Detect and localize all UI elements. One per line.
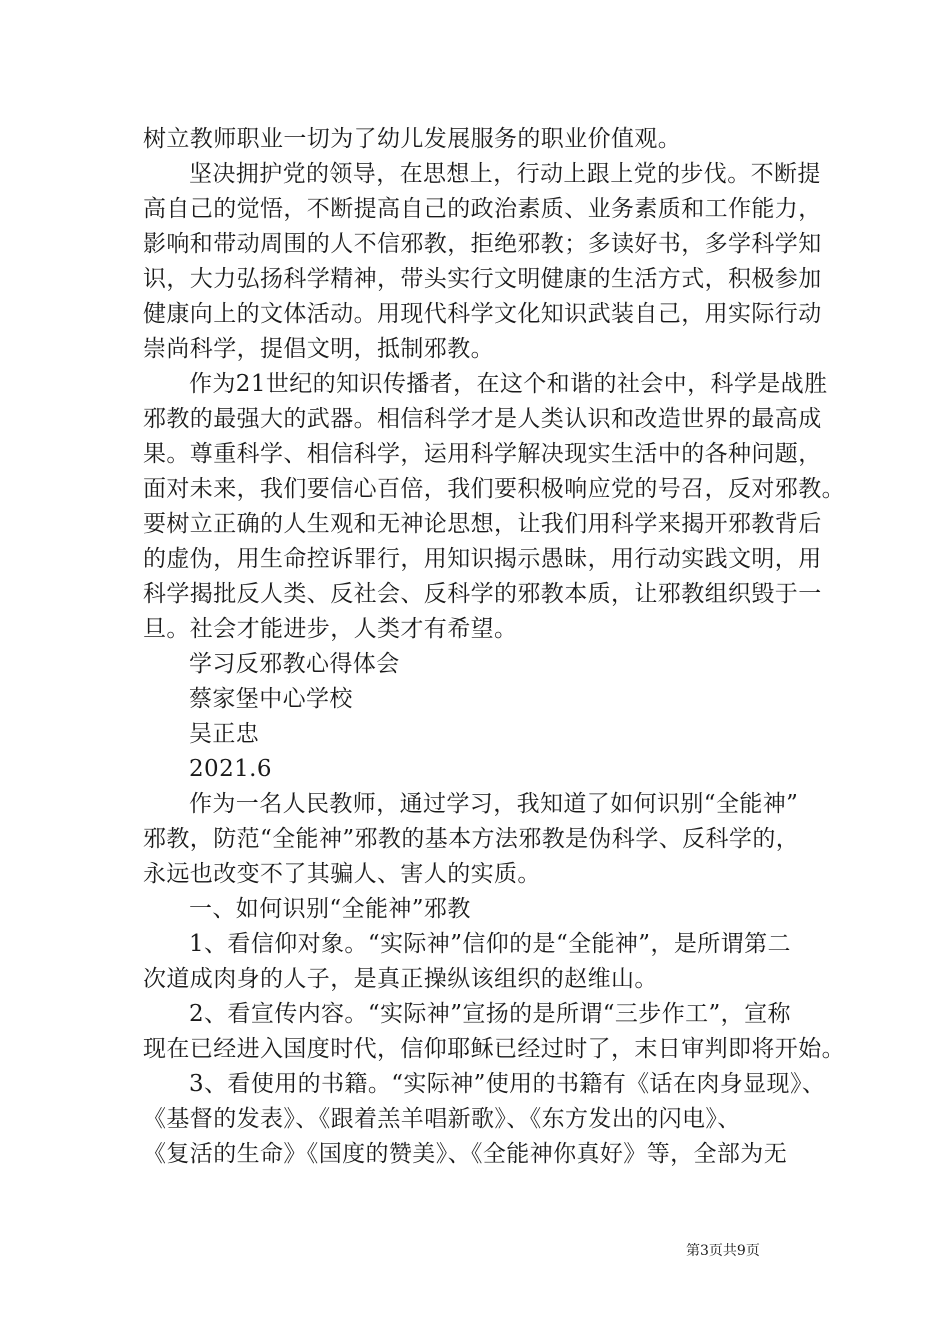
text-line: 邪教，防范“全能神”邪教的基本方法邪教是伪科学、反科学的， [143,826,800,852]
text-line: 邪教的最强大的武器。相信科学才是人类认识和改造世界的最高成 [143,406,822,432]
text-line: 《复活的生命》《国度的赞美》、《全能神你真好》等，全部为无 [143,1141,788,1167]
text-line: 树立教师职业一切为了幼儿发展服务的职业价值观。 [143,126,682,152]
text-line: 2、看宣传内容。“实际神”宣扬的是所谓“三步作工”，宣称 [189,1001,791,1027]
text-line: 作为21世纪的知识传播者，在这个和谐的社会中，科学是战胜 [189,371,828,397]
text-line: 坚决拥护党的领导，在思想上，行动上跟上党的步伐。不断提 [189,161,821,187]
text-line: 崇尚科学，提倡文明，抵制邪教。 [143,336,494,362]
text-line: 健康向上的文体活动。用现代科学文化知识武装自己，用实际行动 [143,301,822,327]
text-line: 1、看信仰对象。“实际神”信仰的是“全能神”，是所谓第二 [189,931,791,957]
text-line: 识，大力弘扬科学精神，带头实行文明健康的生活方式，积极参加 [143,266,822,292]
text-line: 旦。社会才能进步，人类才有希望。 [143,616,518,642]
text-line: 《基督的发表》、《跟着羔羊唱新歌》、《东方发出的闪电》、 [143,1106,741,1132]
text-line: 次道成肉身的人子，是真正操纵该组织的赵维山。 [143,966,658,992]
text-line: 果。尊重科学、相信科学，运用科学解决现实生活中的各种问题， [143,441,822,467]
section-title: 学习反邪教心得体会 [189,651,400,677]
text-line: 要树立正确的人生观和无神论思想，让我们用科学来揭开邪教背后 [143,511,822,537]
page-number: 第3页共9页 [686,1243,760,1259]
text-line: 面对未来，我们要信心百倍，我们要积极响应党的号召，反对邪教。 [143,476,845,502]
text-line: 3、看使用的书籍。“实际神”使用的书籍有《话在肉身显现》、 [189,1071,826,1097]
text-line: 作为一名人民教师，通过学习，我知道了如何识别“全能神” [189,791,799,817]
text-line: 高自己的觉悟，不断提高自己的政治素质、业务素质和工作能力， [143,196,822,222]
school-name: 蔡家堡中心学校 [189,686,353,712]
author-name: 吴正忠 [189,721,260,747]
text-line: 影响和带动周围的人不信邪教，拒绝邪教；多读好书，多学科学知 [143,231,822,257]
text-line: 的虚伪，用生命控诉罪行，用知识揭示愚昧，用行动实践文明，用 [143,546,822,572]
subheading: 一、如何识别“全能神”邪教 [189,896,471,922]
text-line: 永远也改变不了其骗人、害人的实质。 [143,861,541,887]
date-line: 2021.6 [189,756,272,782]
text-line: 现在已经进入国度时代，信仰耶稣已经过时了，末日审判即将开始。 [143,1036,845,1062]
text-line: 科学揭批反人类、反社会、反科学的邪教本质，让邪教组织毁于一 [143,581,822,607]
